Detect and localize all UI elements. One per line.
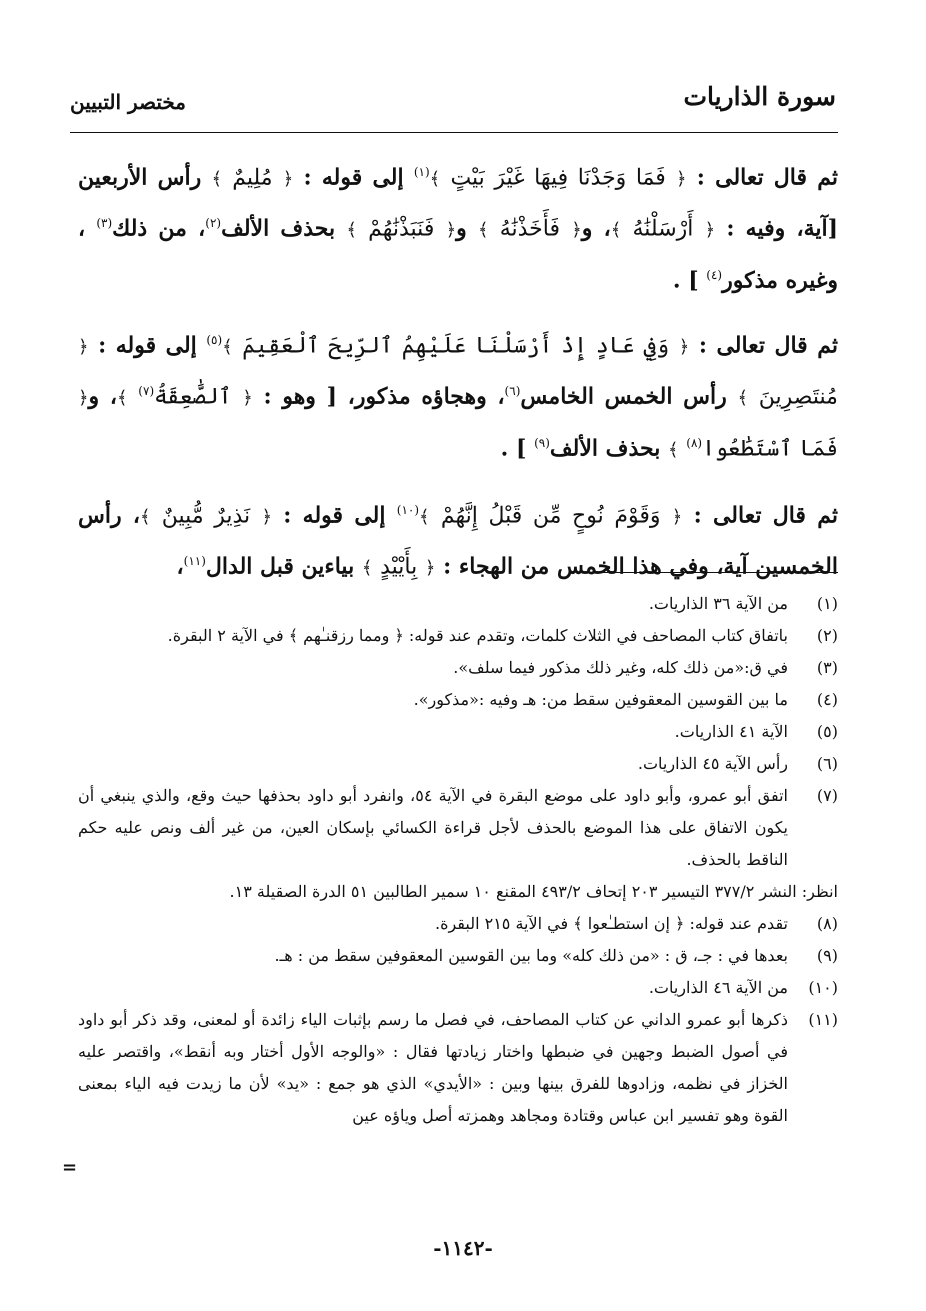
page-number: -١١٤٢- [433, 1236, 493, 1260]
text-segment: بياءين قبل الدال [205, 553, 355, 580]
footnote-ref[interactable]: (٧) [138, 384, 155, 399]
footnote-ref[interactable]: (١) [413, 165, 430, 179]
quran-verse: أَرْسَلْنَٰهُ [632, 216, 694, 242]
quran-verse: بِأَيْيْدٍ [380, 554, 418, 580]
quran-close-bracket-icon: ﴾ [346, 219, 357, 241]
text-intro: ثم قال تعالى : [693, 502, 838, 529]
quran-verse: فَمَا ٱسْتَطَٰعُوا [702, 435, 838, 461]
text-intro: ثم قال تعالى : [698, 332, 838, 359]
footnote-ref[interactable]: (٥) [206, 332, 223, 347]
footnote-ref[interactable]: (٦) [504, 384, 521, 399]
footnote-number: (١١) [808, 1010, 838, 1029]
book-title: مختصر التبيين [70, 90, 187, 114]
quran-close-bracket-icon: ﴾ [211, 168, 222, 190]
quran-open-bracket-icon: ﴿ [282, 168, 294, 190]
footnote-number: (٢) [816, 626, 838, 645]
quran-open-bracket-icon: ﴿ [261, 506, 272, 528]
footnote-text: ما بين القوسين المعقوفين سقط من: هـ وفيه :«مذكور». [413, 690, 788, 709]
footnote [78, 940, 838, 972]
footnote-ref[interactable]: (٢) [205, 216, 222, 231]
footnote [78, 1004, 838, 1132]
quran-close-bracket-icon: ﴾ [117, 387, 128, 409]
quran-verse: ٱلصَّٰعِقَةُ [154, 384, 232, 410]
footnote [78, 972, 838, 1004]
text-segment: ] . [500, 434, 527, 461]
continuation-mark: = [62, 1157, 78, 1178]
footnote-text: من الآية ٤٦ الذاريات. [648, 978, 788, 997]
footnote-number: (٩) [816, 946, 838, 965]
text-segment: ] . [672, 266, 699, 293]
footnote-ref[interactable]: (٩) [534, 435, 550, 450]
footnote-text: رأس الآية ٤٥ الذاريات. [637, 754, 788, 773]
footnote-text: في ق:«من ذلك كله، وغير ذلك مذكور فيما سلف». [453, 658, 788, 677]
quran-close-bracket-icon: ﴾ [222, 336, 233, 358]
footnote-ref[interactable]: (٣) [96, 216, 113, 231]
quran-close-bracket-icon: ﴾ [429, 168, 441, 190]
footnote-ref[interactable]: (١١) [183, 554, 206, 569]
text-segment: ، [176, 553, 184, 580]
footnote-text: من الآية ٣٦ الذاريات. [648, 594, 788, 613]
text-segment: بحذف الألف [549, 434, 661, 461]
header-rule [70, 132, 838, 133]
quran-close-bracket-icon: ﴾ [361, 557, 373, 579]
footnote-number: (٣) [816, 658, 838, 677]
footnote-text: الآية ٤١ الذاريات. [674, 722, 788, 741]
quran-verse: وَقَوْمَ نُوحٍ مِّن قَبْلُ إِنَّهُمْ [440, 503, 661, 529]
footnote-number: (٨) [816, 914, 838, 933]
page-header [70, 82, 836, 122]
quran-close-bracket-icon: ﴾ [668, 438, 679, 460]
footnote [78, 908, 838, 940]
footnote-number: (٧) [816, 786, 838, 805]
quran-close-bracket-icon: ﴾ [139, 506, 151, 528]
footnote-ref[interactable]: (٨) [686, 435, 703, 450]
main-text [78, 150, 838, 607]
quran-open-bracket-icon: ﴿ [571, 219, 582, 241]
quran-open-bracket-icon: ﴿ [678, 336, 690, 358]
quran-verse: فَأَخَذْنَٰهُ [499, 216, 561, 242]
footnote-number: (٥) [816, 722, 838, 741]
footnote-number: (٦) [816, 754, 838, 773]
text-segment: ، من ذلك [112, 215, 206, 242]
footnotes [78, 588, 838, 1132]
quran-verse: مُنتَصِرِينَ [758, 384, 838, 410]
text-segment: ، و [88, 383, 118, 410]
footnote [78, 620, 838, 652]
quran-close-bracket-icon: ﴾ [610, 219, 622, 241]
text-segment: ، وغيره مذكور [78, 215, 838, 293]
footnote-number: (٤) [816, 690, 838, 709]
quran-close-bracket-icon: ﴾ [737, 387, 749, 409]
footnote [78, 780, 838, 876]
quran-verse: مُلِيمٌ [232, 165, 273, 191]
footnote-number: (١٠) [808, 978, 838, 997]
quran-open-bracket-icon: ﴿ [676, 168, 687, 190]
footnote-text: اتفق أبو عمرو، وأبو داود على موضع البقرة في الآية ٥٤، وانفرد أبو داود بحذفها حيث وقع، والذي ينبغي أن يكون الاتفاق على هذا الموضع بالحذف لأجل قراءة الكسائي بإسكان العين، من غير ألف ونص عليه حكم الناقط بالحذف. [78, 786, 788, 869]
footnote [78, 748, 838, 780]
quran-open-bracket-icon: ﴿ [671, 506, 683, 528]
quran-verse: فَنَبَذْنَٰهُمْ [368, 216, 435, 242]
footnote-ref[interactable]: (٤) [706, 267, 723, 282]
footnote-ref[interactable]: (١٠) [396, 502, 420, 517]
quran-verse: فَمَا وَجَدْنَا فِيهَا غَيْرَ بَيْتٍ [450, 165, 666, 191]
footnote [78, 684, 838, 716]
text-segment: ، وهجاؤه مذكور، [ وهو : [263, 383, 505, 410]
quran-verse: وَفِي عَادٍ إِذْ أَرْسَلْنَا عَلَيْهِمُ ٱلرِّيحَ ٱلْعَقِيمَ [242, 333, 670, 359]
quran-open-bracket-icon: ﴿ [704, 219, 716, 241]
footnote-text: باتفاق كتاب المصاحف في الثلاث كلمات، وتقدم عند قوله: ﴿ ومما رزقنـٰهم ﴾ في الآية ٢ البقرة. [167, 626, 788, 645]
quran-verse: نَذِيرٌ مُّبِينٌ [161, 503, 251, 529]
quran-open-bracket-icon: ﴿ [424, 557, 436, 579]
quran-open-bracket-icon: ﴿ [242, 387, 253, 409]
quran-open-bracket-icon: ﴿ [78, 387, 89, 409]
footnote-continuation [78, 876, 838, 908]
footnote-text: تقدم عند قوله: ﴿ إن استطـٰعوا ﴾ في الآية ٢١٥ البقرة. [434, 914, 788, 933]
quran-close-bracket-icon: ﴾ [419, 506, 430, 528]
footnote [78, 588, 838, 620]
text-segment: إلى قوله : [98, 332, 197, 359]
text-segment: إلى قوله : [303, 164, 404, 191]
footnote-text: بعدها في : جـ، ق : «من ذلك كله» وما بين القوسين المعقوفين سقط من : هـ. [274, 946, 788, 965]
text-segment: رأس الأربعين [آية، وفيه : [78, 164, 839, 242]
text-segment: رأس الخمس الخامس [520, 383, 727, 410]
quran-open-bracket-icon: ﴿ [445, 219, 457, 241]
footnote [78, 716, 838, 748]
text-segment: إلى قوله : [283, 502, 386, 529]
paragraph-2 [78, 318, 838, 472]
text-segment: ، رأس الخمسين آية، وفي هذا الخمس من الهجاء : [78, 502, 838, 580]
surah-title: سورة الذاريات [683, 82, 836, 111]
footnote [78, 652, 838, 684]
footnote-number: (١) [816, 594, 838, 613]
text-intro: ثم قال تعالى : [696, 164, 838, 191]
footnote-separator [588, 572, 838, 573]
text-segment: و [456, 215, 467, 242]
paragraph-1 [78, 150, 838, 302]
quran-close-bracket-icon: ﴾ [477, 219, 489, 241]
footnote-text: ذكرها أبو عمرو الداني عن كتاب المصاحف، في فصل ما رسم بإثبات الياء زائدة أو لمعنى، وقد ذكر أبو داود في أصول الضبط وجهين في ضبطها واختار زيادتها فقال : «والوجه الأول أختار وبه أنقط»، واقتصر عليه الخزاز في نظمه، وزادوها للفرق بينها وبين : «الأيدي» الذي هو جمع : «يد» لأن ما زيدت فيه الياء بمعنى القوة وهو تفسير ابن عباس وقتادة ومجاهد وهمزته أصل وياؤه عين [78, 1010, 789, 1125]
quran-open-bracket-icon: ﴿ [78, 336, 89, 358]
footnote-text: انظر: النشر ٣٧٧/٢ التيسير ٢٠٣ إتحاف ٤٩٣/٢ المقنع ١٠ سمير الطالبين ٥١ الدرة الصقيلة ١٣. [229, 882, 838, 901]
text-segment: بحذف الألف [221, 215, 336, 242]
paragraph-3 [78, 488, 838, 591]
text-segment: ، و [581, 215, 611, 242]
